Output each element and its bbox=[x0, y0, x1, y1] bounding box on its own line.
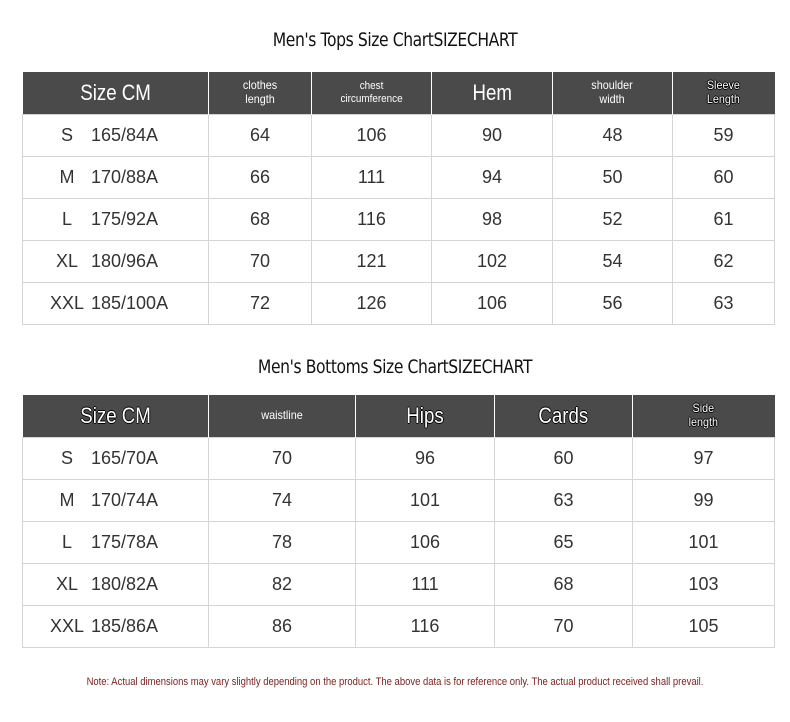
bottoms-header-side-length: Side length bbox=[633, 395, 775, 438]
table-row bbox=[23, 438, 775, 480]
hem-cell: 102 bbox=[432, 241, 553, 283]
clothes-length-cell: 68 bbox=[209, 199, 312, 241]
size-cell: S 165/70A bbox=[23, 438, 209, 480]
shoulder-cell: 54 bbox=[553, 241, 673, 283]
waistline-cell: 78 bbox=[209, 522, 356, 564]
bottoms-chart-title: Men's Bottoms Size ChartSIZECHART bbox=[257, 356, 533, 378]
hips-cell: 116 bbox=[356, 606, 495, 648]
cards-cell: 63 bbox=[495, 480, 633, 522]
sleeve-cell: 59 bbox=[673, 115, 775, 157]
tops-header-row bbox=[23, 72, 775, 115]
side-length-cell: 105 bbox=[633, 606, 775, 648]
bottoms-header-hips: Hips bbox=[356, 395, 495, 438]
cards-cell: 60 bbox=[495, 438, 633, 480]
size-cell: XL 180/96A bbox=[23, 241, 209, 283]
waistline-cell: 74 bbox=[209, 480, 356, 522]
size-cell: S 165/84A bbox=[23, 115, 209, 157]
chest-cell: 126 bbox=[312, 283, 432, 325]
cards-cell: 65 bbox=[495, 522, 633, 564]
shoulder-cell: 52 bbox=[553, 199, 673, 241]
hips-cell: 111 bbox=[356, 564, 495, 606]
table-row bbox=[23, 157, 775, 199]
clothes-length-cell: 70 bbox=[209, 241, 312, 283]
tops-header-chest: chest circumference bbox=[312, 72, 432, 115]
sleeve-cell: 62 bbox=[673, 241, 775, 283]
size-cell: M 170/74A bbox=[23, 480, 209, 522]
table-row bbox=[23, 606, 775, 648]
hem-cell: 106 bbox=[432, 283, 553, 325]
side-length-cell: 103 bbox=[633, 564, 775, 606]
tops-header-shoulder: shoulder width bbox=[553, 72, 673, 115]
tops-header-hem: Hem bbox=[432, 72, 553, 115]
bottoms-header-row bbox=[23, 395, 775, 438]
table-row bbox=[23, 199, 775, 241]
size-cell: XL 180/82A bbox=[23, 564, 209, 606]
shoulder-cell: 48 bbox=[553, 115, 673, 157]
waistline-cell: 70 bbox=[209, 438, 356, 480]
table-row bbox=[23, 241, 775, 283]
clothes-length-cell: 66 bbox=[209, 157, 312, 199]
tops-header-clothes-length: clothes length bbox=[209, 72, 312, 115]
table-row bbox=[23, 480, 775, 522]
cards-cell: 70 bbox=[495, 606, 633, 648]
bottoms-header-cards: Cards bbox=[495, 395, 633, 438]
sleeve-cell: 63 bbox=[673, 283, 775, 325]
side-length-cell: 97 bbox=[633, 438, 775, 480]
hips-cell: 101 bbox=[356, 480, 495, 522]
bottoms-size-table bbox=[22, 395, 775, 648]
waistline-cell: 86 bbox=[209, 606, 356, 648]
bottoms-header-waistline: waistline bbox=[209, 395, 356, 438]
table-row bbox=[23, 283, 775, 325]
bottoms-header-size: Size CM bbox=[23, 395, 209, 438]
tops-chart-title: Men's Tops Size ChartSIZECHART bbox=[272, 29, 518, 51]
hem-cell: 94 bbox=[432, 157, 553, 199]
side-length-cell: 101 bbox=[633, 522, 775, 564]
tops-header-size: Size CM bbox=[23, 72, 209, 115]
sleeve-cell: 61 bbox=[673, 199, 775, 241]
size-cell: XXL 185/86A bbox=[23, 606, 209, 648]
clothes-length-cell: 72 bbox=[209, 283, 312, 325]
table-row bbox=[23, 522, 775, 564]
side-length-cell: 99 bbox=[633, 480, 775, 522]
size-cell: XXL 185/100A bbox=[23, 283, 209, 325]
tops-header-sleeve: Sleeve Length bbox=[673, 72, 775, 115]
sleeve-cell: 60 bbox=[673, 157, 775, 199]
waistline-cell: 82 bbox=[209, 564, 356, 606]
chest-cell: 106 bbox=[312, 115, 432, 157]
size-cell: L 175/92A bbox=[23, 199, 209, 241]
table-row bbox=[23, 115, 775, 157]
chest-cell: 121 bbox=[312, 241, 432, 283]
hips-cell: 106 bbox=[356, 522, 495, 564]
hem-cell: 90 bbox=[432, 115, 553, 157]
clothes-length-cell: 64 bbox=[209, 115, 312, 157]
table-row bbox=[23, 564, 775, 606]
chest-cell: 111 bbox=[312, 157, 432, 199]
size-cell: M 170/88A bbox=[23, 157, 209, 199]
hips-cell: 96 bbox=[356, 438, 495, 480]
size-cell: L 175/78A bbox=[23, 522, 209, 564]
hem-cell: 98 bbox=[432, 199, 553, 241]
cards-cell: 68 bbox=[495, 564, 633, 606]
tops-size-table bbox=[22, 72, 775, 325]
disclaimer-note: Note: Actual dimensions may vary slightly depending on the product. The above data is for reference only. The actual product received shall prevail. bbox=[86, 676, 704, 688]
shoulder-cell: 56 bbox=[553, 283, 673, 325]
chest-cell: 116 bbox=[312, 199, 432, 241]
shoulder-cell: 50 bbox=[553, 157, 673, 199]
